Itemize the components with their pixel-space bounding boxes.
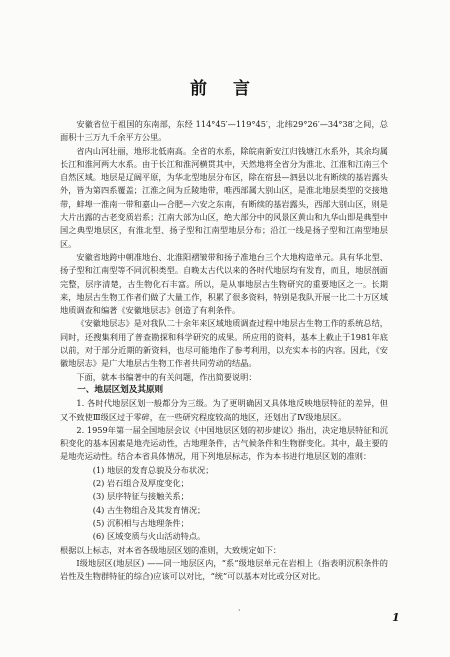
footer-mark: ·	[238, 606, 241, 615]
section-heading: 一、地层区划及其原则	[77, 384, 164, 395]
page-number: 1	[392, 611, 400, 624]
criteria-item: (1) 地层的发育总貌及分布状况；	[92, 464, 214, 475]
paragraph: 安徽省地跨中朝准地台、北淮阳褶皱带和扬子准地台三个大地构造单元。具有华北型、扬子型和江南型等不同沉积类型。自晚太古代以来的各时代地层均有发育，而且，地层剖面完整，层序清楚，古生物化石丰富。所以，是从事地层古生物研究的重要地区之一。长期来，地层古生物工作者们做了大量工作，积累了很多资料，特别是我队开展一比二十万区域地质调查和编著《安徽地层志》创造了有利条件。	[60, 251, 388, 316]
paragraph: 1. 各时代地层区划一般都分为三级。为了更明确因又具体地反映地层特征的差异，但又不致使Ⅲ级区过于零碎，在一些研究程度较高的地区，还划出了Ⅳ级地层区。	[60, 398, 388, 422]
paragraph: 安徽省位于祖国的东南部，东经 114°45′—119°45′，北纬29°26′—34°38′之间，总面积十三万九千余平方公里。	[60, 119, 388, 143]
page-title: 前 言	[190, 79, 260, 99]
paragraph: 下面，就本书编著中的有关问题，作出简要说明：	[76, 371, 257, 382]
criteria-item: (3) 层序特征与接触关系；	[92, 491, 189, 502]
paragraph: 省内山河壮丽，地形北低南高。全省的水系，除皖南新安江归钱塘江水系外，其余均属长江和淮河两大水系。由于长江和淮河横贯其中，天然地将全省分为淮北、江淮和江南三个自然区域。地层是辽阔平原，为华北型地层分布区，除在宿县—泗县以北有断续的基岩露头外，皆为第四系覆盖；江淮之间为丘陵地带，唯西部属大别山区，是淮北地层类型的交接地带，蚌埠一淮南一带和嘉山—合肥—六安之东南，有断续的基岩露头，西部大别山区，则是大片出露的古老变质岩系；江南大部为山区，绝大部分中的风景区黄山和九华山即是典型中国之典型地层区，有淮北型、扬子型和江南型地层分布；沿江一线是扬子型和江南型地层区。	[60, 145, 388, 249]
criteria-item: (4) 古生物组合及其发育情况；	[92, 504, 206, 515]
paragraph: 根据以上标志，对本省各级地层区划的准则，大致规定如下：	[60, 544, 282, 555]
paragraph: 2. 1959年第一届全国地层会议《中国地层区划的初步建议》指出，决定地层特征和沉积变化的基本因素是地壳运动性，古地理条件，古气候条件和生物群变化。其中，最主要的是地壳运动性。结合本省具体情况，用下列地层标志，作为本书进行地层区划的准则：	[60, 424, 388, 462]
paragraph: Ⅰ级地层区(地层区) ——同一地层区内，“系”级地层单元在岩相上（指表明沉积条件的岩性及生物群特征的综合)应该可以对比，“统”可以基本对比或分区对比。	[60, 557, 388, 582]
criteria-item: (2) 岩石组合及厚度变化；	[92, 478, 189, 489]
body-text	[60, 118, 388, 583]
criteria-item: (6) 区域变质与火山活动特点。	[92, 531, 206, 542]
criteria-item: (5) 沉积相与古地理条件；	[92, 517, 189, 528]
paragraph: 《安徽地层志》是对我队二十余年来区域地质调查过程中地层古生物工作的系统总结，同时，还搜集利用了普查勘探和科学研究的成果。所应用的资料，基本上截止于1981年底以前，对于部分近期的新资料，也尽可能地作了参考利用，以充实本书的内容。因此，《安徽地层志》是广大地层古生物工作者共同劳动的结晶。	[60, 318, 388, 369]
